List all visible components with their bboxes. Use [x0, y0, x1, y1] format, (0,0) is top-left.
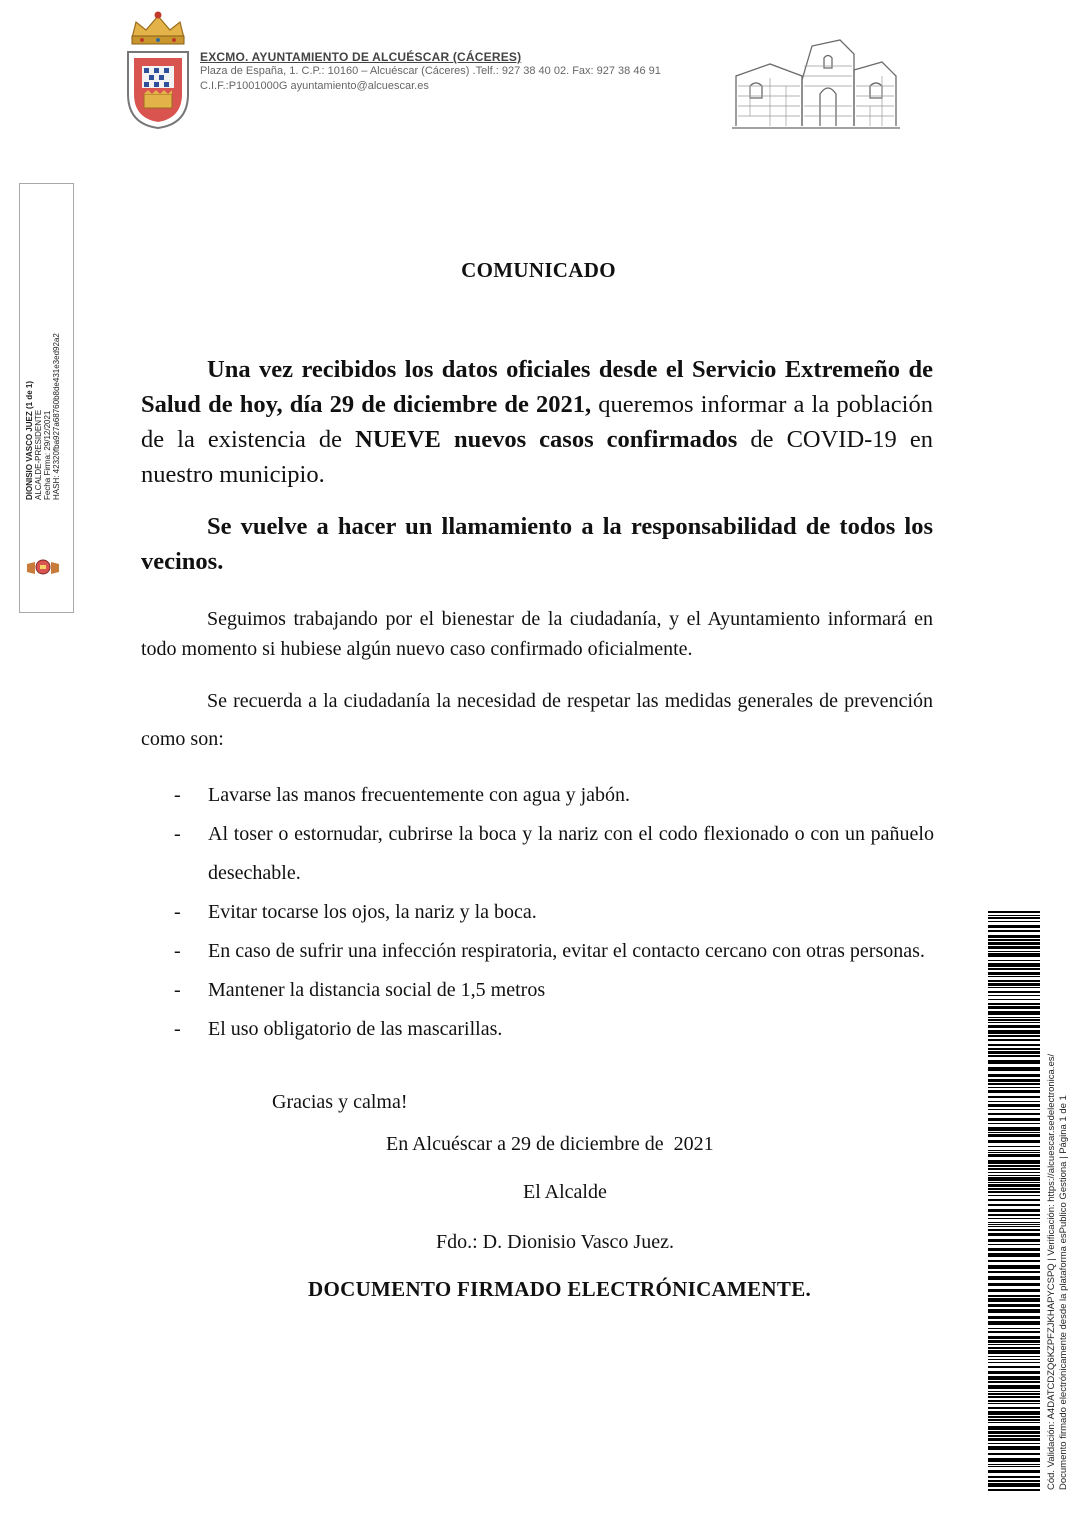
- barcode-bar: [988, 1165, 1040, 1167]
- barcode-bar: [988, 983, 1040, 986]
- electronic-signature-notice: DOCUMENTO FIRMADO ELECTRÓNICAMENTE.: [308, 1277, 812, 1301]
- barcode-bar: [988, 1229, 1040, 1231]
- municipal-coat-of-arms: [122, 8, 194, 132]
- bullet-marker: -: [174, 1018, 181, 1040]
- barcode-bar: [988, 1025, 1040, 1028]
- barcode-bar: [988, 1177, 1040, 1181]
- barcode-bar: [988, 1276, 1040, 1280]
- p1-bold-intro: Una vez recibidos los datos oficiales desde el Servicio Extremeño de Salud de hoy, día 29 de diciembre de 2021,: [141, 356, 933, 418]
- barcode-bar: [988, 1214, 1040, 1216]
- barcode-bar: [988, 1316, 1040, 1319]
- barcode-bar: [988, 1483, 1040, 1487]
- closing-remark: Gracias y calma!: [272, 1091, 408, 1113]
- barcode-bar: [988, 1051, 1040, 1054]
- list-item: - Mantener la distancia social de 1,5 metros: [174, 971, 934, 1010]
- barcode-bar: [988, 1347, 1040, 1349]
- barcode-bar: [988, 1328, 1040, 1329]
- barcode-bar: [988, 1298, 1040, 1302]
- org-name: EXCMO. AYUNTAMIENTO DE ALCUÉSCAR (CÁCERES): [200, 50, 522, 64]
- barcode-bar: [988, 942, 1040, 945]
- barcode-bar: [988, 1017, 1040, 1018]
- barcode-bar: [988, 1087, 1040, 1088]
- barcode-bar: [988, 1224, 1040, 1225]
- barcode-bar: [988, 1172, 1040, 1173]
- signature-info: [25, 333, 61, 500]
- verification-info: [1046, 1054, 1070, 1490]
- platform-note: Documento firmado electrónicamente desde la plataforma esPublico Gestiona | Página 1 de 1: [1058, 1095, 1069, 1490]
- barcode-bar: [988, 976, 1040, 977]
- place-date: En Alcuéscar a 29 de diciembre de 2021: [386, 1133, 714, 1155]
- barcode-bar: [988, 915, 1040, 916]
- barcode-bar: [988, 1060, 1040, 1064]
- barcode-bar: [988, 1271, 1040, 1273]
- barcode-bar: [988, 1376, 1040, 1380]
- barcode-bar: [988, 1074, 1040, 1077]
- barcode-bar: [988, 995, 1040, 996]
- barcode-bar: [988, 1127, 1040, 1131]
- signer-title: El Alcalde: [523, 1181, 607, 1203]
- paragraph-announcement: [141, 352, 933, 492]
- barcode-bar: [988, 921, 1040, 922]
- barcode-bar: [988, 1446, 1040, 1450]
- barcode-bar: [988, 1431, 1040, 1434]
- header-org-info: [200, 50, 661, 94]
- barcode-bar: [988, 1154, 1040, 1157]
- barcode-bar: [988, 1218, 1040, 1219]
- barcode-bar: [988, 1096, 1040, 1098]
- barcode-bar: [988, 1104, 1040, 1107]
- barcode-bar: [988, 1118, 1040, 1121]
- barcode-bar: [988, 1067, 1040, 1071]
- barcode-bar: [988, 1350, 1040, 1354]
- bullet-marker: -: [174, 940, 181, 962]
- barcode-bar: [988, 1435, 1040, 1437]
- barcode-bar: [988, 980, 1040, 982]
- barcode-bar: [988, 946, 1040, 949]
- barcode-bar: [988, 1470, 1040, 1473]
- barcode-bar: [988, 1113, 1040, 1115]
- barcode-bar: [988, 1356, 1040, 1357]
- barcode-bar: [988, 1160, 1040, 1164]
- barcode-bar: [988, 1336, 1040, 1339]
- barcode-bar: [988, 1321, 1040, 1325]
- barcode-bar: [988, 1391, 1040, 1392]
- list-item: - Lavarse las manos frecuentemente con agua y jabón.: [174, 776, 934, 815]
- barcode-bar: [988, 1419, 1040, 1421]
- barcode-bar: [988, 1265, 1040, 1269]
- signer-name: DIONISIO VASCO JUEZ (1 de 1): [25, 381, 34, 500]
- signature-date: Fecha Firma: 29/12/2021: [43, 410, 52, 500]
- paragraph-appeal: Se vuelve a hacer un llamamiento a la responsabilidad de todos los vecinos.: [141, 513, 933, 575]
- barcode-bar: [988, 1480, 1040, 1482]
- barcode-bar: [988, 1134, 1040, 1137]
- barcode-bar: [988, 1438, 1040, 1441]
- barcode-bar: [988, 1109, 1040, 1110]
- bullet-marker: -: [174, 901, 181, 923]
- barcode-bar: [988, 1083, 1040, 1085]
- barcode-bar: [988, 960, 1040, 961]
- barcode-bar: [988, 1253, 1040, 1257]
- barcode-bar: [988, 917, 1040, 919]
- bullet-marker: -: [174, 979, 181, 1001]
- barcode-bar: [988, 1011, 1040, 1015]
- barcode-bar: [988, 1022, 1040, 1023]
- barcode-bar: [988, 1331, 1040, 1333]
- barcode-bar: [988, 953, 1040, 957]
- barcode-bar: [988, 1146, 1040, 1147]
- barcode-bar: [988, 1140, 1040, 1143]
- barcode-bar: [988, 999, 1040, 1000]
- barcode-bar: [988, 1152, 1040, 1153]
- barcode-bar: [988, 1426, 1040, 1430]
- barcode-bar: [988, 1411, 1040, 1415]
- barcode-bar: [988, 1019, 1040, 1021]
- barcode-bar: [988, 1385, 1040, 1389]
- paragraph-work: Seguimos trabajando por el bienestar de la ciudadanía, y el Ayuntamiento informará en todo momento si hubiese algún nuevo caso confirmado oficialmente.: [141, 608, 933, 660]
- barcode-bar: [988, 911, 1040, 913]
- barcode-bar: [988, 939, 1040, 941]
- barcode-bar: [988, 1209, 1040, 1212]
- p1-text: queremos informar a la población de la existencia de: [141, 391, 933, 453]
- barcode-bar: [988, 1039, 1040, 1041]
- barcode-bar: [988, 1101, 1040, 1102]
- barcode-bar: [988, 1132, 1040, 1133]
- barcode-bar: [988, 1396, 1040, 1398]
- barcode-bar: [988, 1309, 1040, 1313]
- barcode-bar: [988, 1289, 1040, 1292]
- barcode-bar: [988, 935, 1040, 938]
- document-title: COMUNICADO: [461, 258, 616, 282]
- barcode-bar: [988, 1030, 1040, 1034]
- prevention-list: [174, 776, 934, 1049]
- bullet-marker: -: [174, 823, 181, 845]
- barcode-bar: [988, 951, 1040, 952]
- barcode-bar: [988, 991, 1040, 993]
- org-address: Plaza de España, 1. C.P.: 10160 – Alcuéscar (Cáceres) .Telf.: 927 38 40 02. Fax: 927 38 46 91: [200, 65, 661, 77]
- barcode-bar: [988, 1150, 1040, 1151]
- barcode-bar: [988, 1283, 1040, 1286]
- validation-code: Cód. Validación: A4DATCDZQ6KZPFZJKHAPYCSPQ | Verificación: https://alcuescar.sedelectronica.es/: [1046, 1053, 1057, 1490]
- barcode-bar: [988, 1400, 1040, 1402]
- signature-hash: HASH: 42320fba927a68760b8de431e3ed92a2: [52, 333, 61, 500]
- church-illustration: [730, 36, 902, 132]
- barcode-bar: [988, 1344, 1040, 1345]
- signer-role: ALCALDE-PRESIDENTE: [34, 409, 43, 500]
- barcode-bar: [988, 1090, 1040, 1093]
- barcode-bar: [988, 1416, 1040, 1418]
- barcode-bar: [988, 1003, 1040, 1005]
- barcode-bar: [988, 1371, 1040, 1374]
- barcode-bar: [988, 1248, 1040, 1251]
- barcode-bar: [988, 1199, 1040, 1201]
- list-item: - En caso de sufrir una infección respiratoria, evitar el contacto cercano con otras personas.: [174, 932, 934, 971]
- barcode-bar: [988, 972, 1040, 975]
- barcode-bar: [988, 1407, 1040, 1409]
- barcode-bar: [988, 1366, 1040, 1368]
- barcode-bar: [988, 1195, 1040, 1196]
- paragraph-prevention: Se recuerda a la ciudadanía la necesidad de respetar las medidas generales de prevención como son:: [141, 690, 933, 750]
- barcode-bar: [988, 1489, 1040, 1491]
- barcode-bar: [988, 1295, 1040, 1297]
- signed-by: Fdo.: D. Dionisio Vasco Juez.: [436, 1231, 674, 1253]
- barcode-bar: [988, 1443, 1040, 1444]
- list-item: - Al toser o estornudar, cubrirse la boca y la nariz con el codo flexionado o con un pañuelo desechable.: [174, 815, 934, 893]
- barcode-bar: [988, 1453, 1040, 1455]
- barcode-bar: [988, 1182, 1040, 1183]
- barcode-bar: [988, 1458, 1040, 1462]
- signature-seal: [25, 556, 61, 578]
- org-cif-email: C.I.F.:P1001000G ayuntamiento@alcuescar.es: [200, 80, 429, 92]
- barcode-bar: [988, 1403, 1040, 1404]
- barcode-bar: [988, 968, 1040, 970]
- barcode-bar: [988, 1362, 1040, 1363]
- barcode-bar: [988, 1233, 1040, 1236]
- p1-new-cases: NUEVE nuevos casos confirmados: [355, 426, 738, 453]
- barcode-bar: [988, 1191, 1040, 1193]
- list-item: - El uso obligatorio de las mascarillas.: [174, 1010, 934, 1049]
- barcode-bar: [988, 1464, 1040, 1465]
- barcode-bar: [988, 1044, 1040, 1046]
- bullet-marker: -: [174, 784, 181, 806]
- p1-text-end: de COVID-19 en nuestro municipio.: [141, 426, 933, 488]
- barcode-bar: [988, 987, 1040, 988]
- barcode-bar: [988, 930, 1040, 932]
- barcode-bar: [988, 1476, 1040, 1478]
- barcode-bar: [988, 1006, 1040, 1009]
- barcode-bar: [988, 1188, 1040, 1190]
- barcode-bar: [988, 1393, 1040, 1395]
- barcode-bar: [988, 1055, 1040, 1057]
- barcode-bar: [988, 1422, 1040, 1423]
- barcode-bar: [988, 963, 1040, 967]
- barcode-bar: [988, 1226, 1040, 1227]
- barcode-bar: [988, 1381, 1040, 1383]
- barcode-bar: [988, 1260, 1040, 1262]
- barcode-bar: [988, 1304, 1040, 1307]
- barcode-bar: [988, 1244, 1040, 1245]
- list-item: - Evitar tocarse los ojos, la nariz y la boca.: [174, 893, 934, 932]
- barcode-bar: [988, 1168, 1040, 1170]
- barcode-bar: [988, 1340, 1040, 1343]
- barcode-bar: [988, 1204, 1040, 1206]
- barcode-bar: [988, 925, 1040, 928]
- barcode-bar: [988, 1184, 1040, 1187]
- barcode-bar: [988, 1048, 1040, 1050]
- barcode-bar: [988, 1239, 1040, 1242]
- barcode-bar: [988, 1222, 1040, 1223]
- barcode-bar: [988, 1035, 1040, 1037]
- barcode-bar: [988, 1123, 1040, 1124]
- barcode-bar: [988, 1175, 1040, 1176]
- barcode-bar: [988, 1079, 1040, 1082]
- barcode-bar: [988, 1466, 1040, 1467]
- barcode-bar: [988, 1359, 1040, 1360]
- validation-barcode: [988, 911, 1040, 1491]
